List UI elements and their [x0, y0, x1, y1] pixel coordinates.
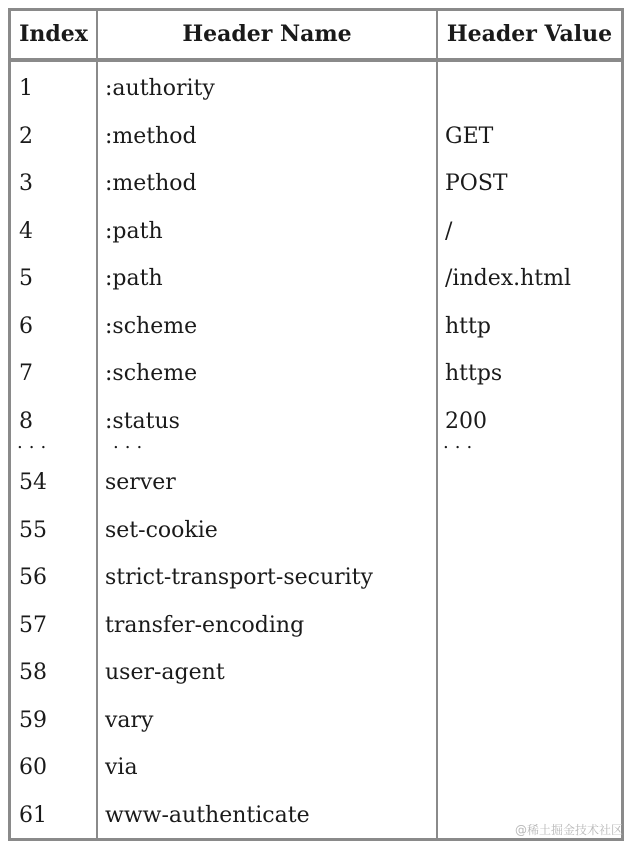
name-cell: user-agent: [105, 660, 225, 685]
table-row: [11, 113, 621, 160]
index-cell: 54: [19, 470, 47, 495]
table-row: [11, 554, 621, 601]
index-cell: 60: [19, 755, 47, 780]
index-cell: 56: [19, 565, 47, 590]
index-cell: 61: [19, 802, 47, 828]
value-cell: GET: [445, 123, 494, 149]
index-cell: 3: [19, 171, 33, 196]
name-cell: :status: [105, 408, 180, 434]
name-cell: :authority: [105, 76, 215, 101]
table-row: [11, 602, 621, 649]
index-cell: ...: [17, 432, 53, 453]
value-cell: http: [445, 313, 491, 339]
header-index: Index: [19, 21, 88, 47]
index-cell: 1: [19, 76, 33, 101]
value-cell: /index.html: [445, 266, 572, 291]
index-cell: 4: [19, 218, 33, 244]
name-cell: strict-transport-security: [105, 565, 373, 590]
table-row: [11, 303, 621, 350]
index-cell: 6: [19, 313, 33, 339]
header-name: Header Name: [182, 21, 352, 47]
name-cell: ...: [113, 432, 149, 453]
header-value: Header Value: [446, 21, 613, 47]
watermark: @稀土掘金技术社区: [514, 823, 623, 837]
name-cell: transfer-encoding: [105, 612, 305, 638]
table-row: [11, 459, 621, 506]
ellipsis-row: [11, 433, 621, 453]
name-cell: via: [105, 755, 138, 780]
value-cell: 200: [445, 408, 487, 434]
index-cell: 2: [19, 123, 33, 149]
index-cell: 55: [19, 517, 47, 543]
value-cell: /: [445, 218, 453, 244]
name-cell: :path: [105, 266, 163, 291]
table-row: [11, 350, 621, 397]
index-cell: 59: [19, 707, 47, 733]
index-cell: 7: [19, 361, 33, 386]
table-row: [11, 160, 621, 207]
table-row: [11, 208, 621, 255]
name-cell: www-authenticate: [105, 802, 310, 828]
index-cell: 8: [19, 408, 33, 434]
table-row: [11, 649, 621, 696]
index-cell: 5: [19, 266, 33, 291]
table-row: [11, 255, 621, 302]
value-cell: ...: [443, 432, 479, 453]
value-cell: POST: [445, 171, 508, 196]
static-table: [8, 8, 624, 841]
value-cell: https: [445, 361, 503, 386]
name-cell: :method: [105, 123, 197, 149]
name-cell: vary: [105, 707, 154, 733]
name-cell: :method: [105, 171, 197, 196]
name-cell: server: [105, 470, 176, 495]
name-cell: :path: [105, 218, 163, 244]
header-divider: [11, 58, 621, 62]
index-cell: 58: [19, 660, 47, 685]
table-row: [11, 65, 621, 112]
name-cell: :scheme: [105, 313, 198, 339]
table-row: [11, 744, 621, 791]
name-cell: :scheme: [105, 361, 198, 386]
table-row: [11, 507, 621, 554]
index-cell: 57: [19, 612, 47, 638]
name-cell: set-cookie: [105, 517, 218, 543]
table-row: [11, 697, 621, 744]
